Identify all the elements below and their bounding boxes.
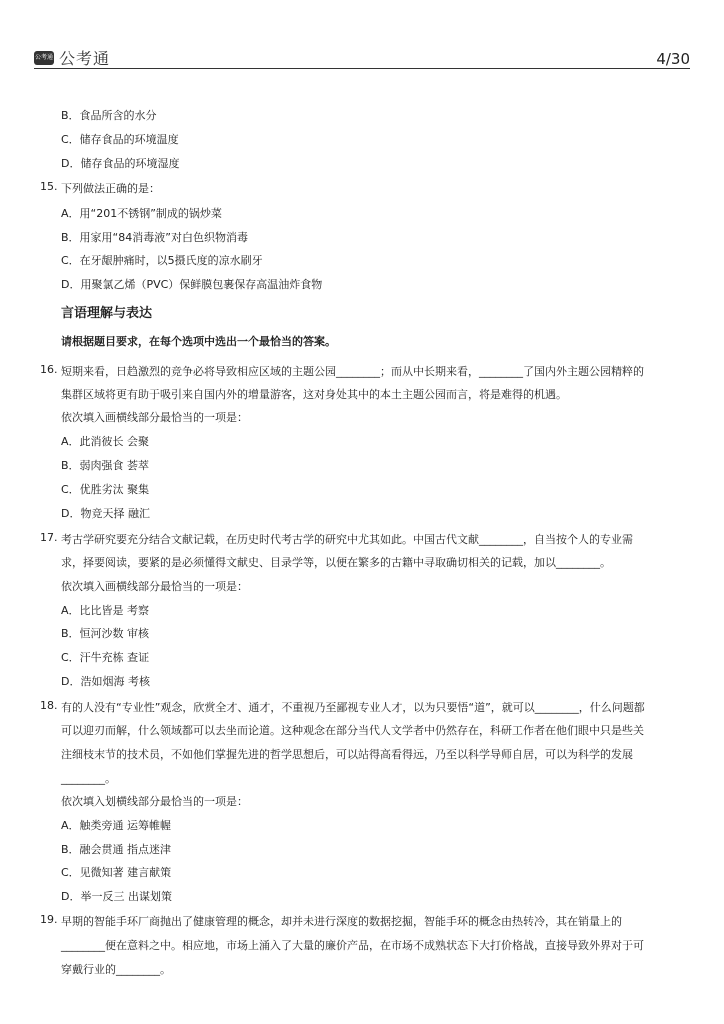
section-heading: 言语理解与表达 [61,306,153,321]
q15-number: 15. [40,180,58,193]
q16-prompt: 依次填入画横线部分最恰当的一项是： [61,411,248,424]
q17-line-2: 求，择要阅读，要紧的是必须懂得文献史、目录学等，以便在繁多的古籍中寻取确切相关的记载，加以________。 [61,556,611,569]
logo [34,46,110,69]
q16-option-c: C．优胜劣汰 聚集 [61,483,150,496]
q19-line-3: 穿戴行业的________。 [61,963,171,976]
page-header [34,42,690,69]
q19-line-1: 早期的智能手环厂商抛出了健康管理的概念，却并未进行深度的数据挖掘，智能手环的概念由热转冷，其在销量上的 [61,915,622,928]
q15-option-d: D．用聚氯乙烯（PVC）保鲜膜包裹保存高温油炸食物 [61,278,323,291]
page-number: 4/30 [656,50,690,68]
q17-option-d: D．浩如烟海 考核 [61,675,150,688]
q14-option-d: D．储存食品的环境湿度 [61,157,180,170]
q17-option-a: A．比比皆是 考察 [61,604,150,617]
q14-option-b: B．食品所含的水分 [61,109,157,122]
q16-option-d: D．物竞天择 融汇 [61,507,150,520]
q16-line-1: 短期来看，日趋激烈的竞争必将导致相应区域的主题公园________；而从中长期来看，________了国内外主题公园精粹的 [61,365,644,378]
q14-option-c: C．储存食品的环境温度 [61,133,179,146]
q16-line-2: 集群区域将更有助于吸引来自国内外的增量游客，这对身处其中的本土主题公园而言，将是难得的机遇。 [61,388,567,401]
q18-line-4: ________。 [61,772,116,785]
q18-line-2: 可以迎刃而解，什么领域都可以去坐而论道。这种观念在部分当代人文学者中仍然存在，科研工作者在他们眼中只是些关 [61,724,644,737]
q19-number: 19. [40,913,58,926]
q15-text: 下列做法正确的是： [61,182,160,195]
q15-option-b: B．用家用“84消毒液”对白色织物消毒 [61,231,248,244]
q17-number: 17. [40,531,58,544]
section-instruction: 请根据题目要求，在每个选项中选出一个最恰当的答案。 [61,335,336,348]
logo-badge-icon: 公考通 [34,51,54,65]
q18-option-c: C．见微知著 建言献策 [61,866,172,879]
q18-line-1: 有的人没有“专业性”观念，欣赏全才、通才，不重视乃至鄙视专业人才，以为只要悟“道”，就可以________，什么问题都 [61,701,645,714]
logo-text: 公考通 [59,49,111,68]
q16-number: 16. [40,363,58,376]
q18-option-b: B．融会贯通 指点迷津 [61,843,172,856]
q16-option-b: B．弱肉强食 荟萃 [61,459,150,472]
q18-line-3: 注细枝末节的技术员，不如他们掌握先进的哲学思想后，可以站得高看得远，乃至以科学导师自居，可以为科学的发展 [61,748,633,761]
q19-line-2: ________便在意料之中。相应地，市场上涌入了大量的廉价产品，在市场不成熟状态下大打价格战，直接导致外界对于可 [61,939,644,952]
q18-option-d: D．举一反三 出谋划策 [61,890,172,903]
q16-option-a: A．此消彼长 会聚 [61,435,150,448]
q17-option-b: B．恒河沙数 审核 [61,627,150,640]
q17-prompt: 依次填入画横线部分最恰当的一项是： [61,580,248,593]
q15-option-a: A．用“201不锈钢”制成的锅炒菜 [61,207,222,220]
q18-option-a: A．触类旁通 运筹帷幄 [61,819,172,832]
q17-option-c: C．汗牛充栋 查证 [61,651,150,664]
q18-number: 18. [40,699,58,712]
q15-option-c: C．在牙龈肿痛时，以5摄氏度的凉水刷牙 [61,254,263,267]
q17-line-1: 考古学研究要充分结合文献记载，在历史时代考古学的研究中尤其如此。中国古代文献________，自当按个人的专业需 [61,533,633,546]
q18-prompt: 依次填入划横线部分最恰当的一项是： [61,795,248,808]
